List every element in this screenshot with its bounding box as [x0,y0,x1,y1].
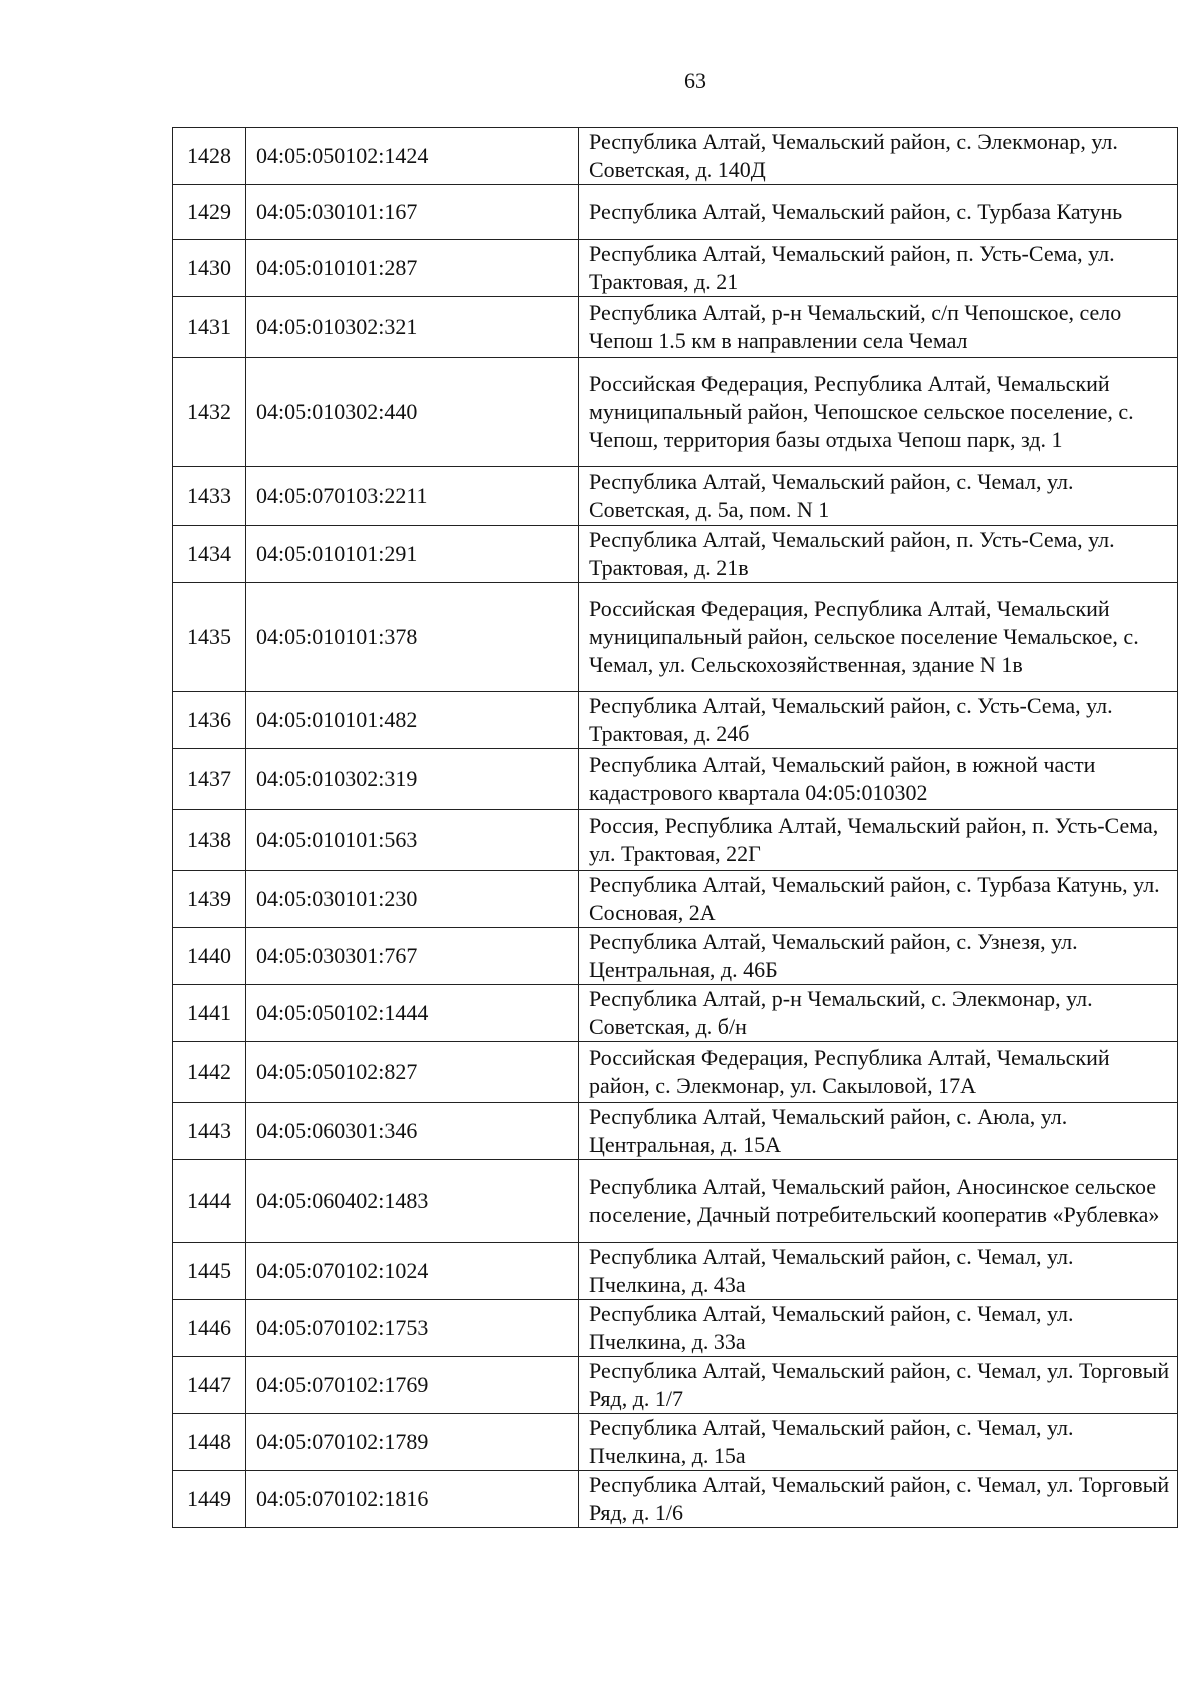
address-cell: Республика Алтай, Чемальский район, с. Чемал, ул. Пчелкина, д. 33а [579,1300,1178,1357]
row-number-cell: 1436 [173,692,246,749]
cadastral-number-cell: 04:05:030101:167 [246,185,579,240]
registry-table-body [173,128,1178,1528]
row-number-cell: 1443 [173,1103,246,1160]
table-row [173,1243,1178,1300]
address-cell: Республика Алтай, Чемальский район, с. Аюла, ул. Центральная, д. 15А [579,1103,1178,1160]
address-cell: Республика Алтай, Чемальский район, с. Турбаза Катунь, ул. Сосновая, 2А [579,871,1178,928]
row-number-cell: 1433 [173,467,246,526]
row-number-cell: 1432 [173,358,246,467]
cadastral-number-cell: 04:05:070102:1769 [246,1357,579,1414]
cadastral-number-cell: 04:05:060402:1483 [246,1160,579,1243]
table-row [173,467,1178,526]
address-cell: Республика Алтай, Чемальский район, п. Усть-Сема, ул. Трактовая, д. 21в [579,526,1178,583]
table-row [173,928,1178,985]
row-number-cell: 1448 [173,1414,246,1471]
address-cell: Республика Алтай, р-н Чемальский, с/п Чепошское, село Чепош 1.5 км в направлении села Чемал [579,297,1178,358]
row-number-cell: 1446 [173,1300,246,1357]
table-row [173,526,1178,583]
row-number-cell: 1442 [173,1042,246,1103]
row-number-cell: 1438 [173,810,246,871]
row-number-cell: 1445 [173,1243,246,1300]
cadastral-number-cell: 04:05:070103:2211 [246,467,579,526]
row-number-cell: 1428 [173,128,246,185]
cadastral-number-cell: 04:05:050102:1444 [246,985,579,1042]
table-row [173,692,1178,749]
row-number-cell: 1437 [173,749,246,810]
address-cell: Республика Алтай, р-н Чемальский, с. Элекмонар, ул. Советская, д. б/н [579,985,1178,1042]
table-row [173,240,1178,297]
cadastral-number-cell: 04:05:010101:482 [246,692,579,749]
table-row [173,749,1178,810]
address-cell: Республика Алтай, Чемальский район, с. Чемал, ул. Пчелкина, д. 15а [579,1414,1178,1471]
row-number-cell: 1435 [173,583,246,692]
row-number-cell: 1434 [173,526,246,583]
table-row [173,185,1178,240]
cadastral-number-cell: 04:05:010302:319 [246,749,579,810]
table-row [173,1042,1178,1103]
table-row [173,985,1178,1042]
cadastral-number-cell: 04:05:010101:378 [246,583,579,692]
table-row [173,1471,1178,1528]
address-cell: Республика Алтай, Чемальский район, с. Турбаза Катунь [579,185,1178,240]
address-cell: Республика Алтай, Чемальский район, с. Чемал, ул. Пчелкина, д. 43а [579,1243,1178,1300]
page-number: 63 [684,68,706,93]
address-cell: Республика Алтай, Чемальский район, в южной части кадастрового квартала 04:05:010302 [579,749,1178,810]
cadastral-number-cell: 04:05:010101:291 [246,526,579,583]
address-cell: Республика Алтай, Чемальский район, с. Узнезя, ул. Центральная, д. 46Б [579,928,1178,985]
cadastral-number-cell: 04:05:010101:287 [246,240,579,297]
address-cell: Россия, Республика Алтай, Чемальский район, п. Усть-Сема, ул. Трактовая, 22Г [579,810,1178,871]
cadastral-number-cell: 04:05:070102:1024 [246,1243,579,1300]
cadastral-number-cell: 04:05:050102:1424 [246,128,579,185]
address-cell: Республика Алтай, Чемальский район, Аносинское сельское поселение, Дачный потребительский кооператив «Рублевка» [579,1160,1178,1243]
cadastral-number-cell: 04:05:010302:440 [246,358,579,467]
row-number-cell: 1430 [173,240,246,297]
table-row [173,1103,1178,1160]
table-row [173,810,1178,871]
row-number-cell: 1444 [173,1160,246,1243]
address-cell: Республика Алтай, Чемальский район, с. Элекмонар, ул. Советская, д. 140Д [579,128,1178,185]
cadastral-number-cell: 04:05:070102:1753 [246,1300,579,1357]
table-row [173,358,1178,467]
row-number-cell: 1440 [173,928,246,985]
address-cell: Российская Федерация, Республика Алтай, Чемальский муниципальный район, сельское поселение Чемальское, с. Чемал, ул. Сельскохозяйственная, здание N 1в [579,583,1178,692]
cadastral-number-cell: 04:05:060301:346 [246,1103,579,1160]
cadastral-number-cell: 04:05:070102:1789 [246,1414,579,1471]
row-number-cell: 1439 [173,871,246,928]
address-cell: Республика Алтай, Чемальский район, п. Усть-Сема, ул. Трактовая, д. 21 [579,240,1178,297]
cadastral-number-cell: 04:05:070102:1816 [246,1471,579,1528]
address-cell: Республика Алтай, Чемальский район, с. Чемал, ул. Торговый Ряд, д. 1/6 [579,1471,1178,1528]
address-cell: Российская Федерация, Республика Алтай, Чемальский район, с. Элекмонар, ул. Сакыловой, 17А [579,1042,1178,1103]
row-number-cell: 1447 [173,1357,246,1414]
table-row [173,1160,1178,1243]
table-row [173,871,1178,928]
row-number-cell: 1431 [173,297,246,358]
table-row [173,1357,1178,1414]
address-cell: Республика Алтай, Чемальский район, с. Чемал, ул. Торговый Ряд, д. 1/7 [579,1357,1178,1414]
cadastral-number-cell: 04:05:010302:321 [246,297,579,358]
table-row [173,128,1178,185]
cadastral-number-cell: 04:05:030301:767 [246,928,579,985]
registry-table [172,127,1178,1528]
table-row [173,1414,1178,1471]
row-number-cell: 1449 [173,1471,246,1528]
cadastral-number-cell: 04:05:010101:563 [246,810,579,871]
table-row [173,297,1178,358]
row-number-cell: 1441 [173,985,246,1042]
table-row [173,1300,1178,1357]
cadastral-number-cell: 04:05:030101:230 [246,871,579,928]
address-cell: Республика Алтай, Чемальский район, с. Чемал, ул. Советская, д. 5а, пом. N 1 [579,467,1178,526]
address-cell: Республика Алтай, Чемальский район, с. Усть-Сема, ул. Трактовая, д. 24б [579,692,1178,749]
address-cell: Российская Федерация, Республика Алтай, Чемальский муниципальный район, Чепошское сельское поселение, с. Чепош, территория базы отдыха Чепош парк, зд. 1 [579,358,1178,467]
row-number-cell: 1429 [173,185,246,240]
table-row [173,583,1178,692]
cadastral-number-cell: 04:05:050102:827 [246,1042,579,1103]
